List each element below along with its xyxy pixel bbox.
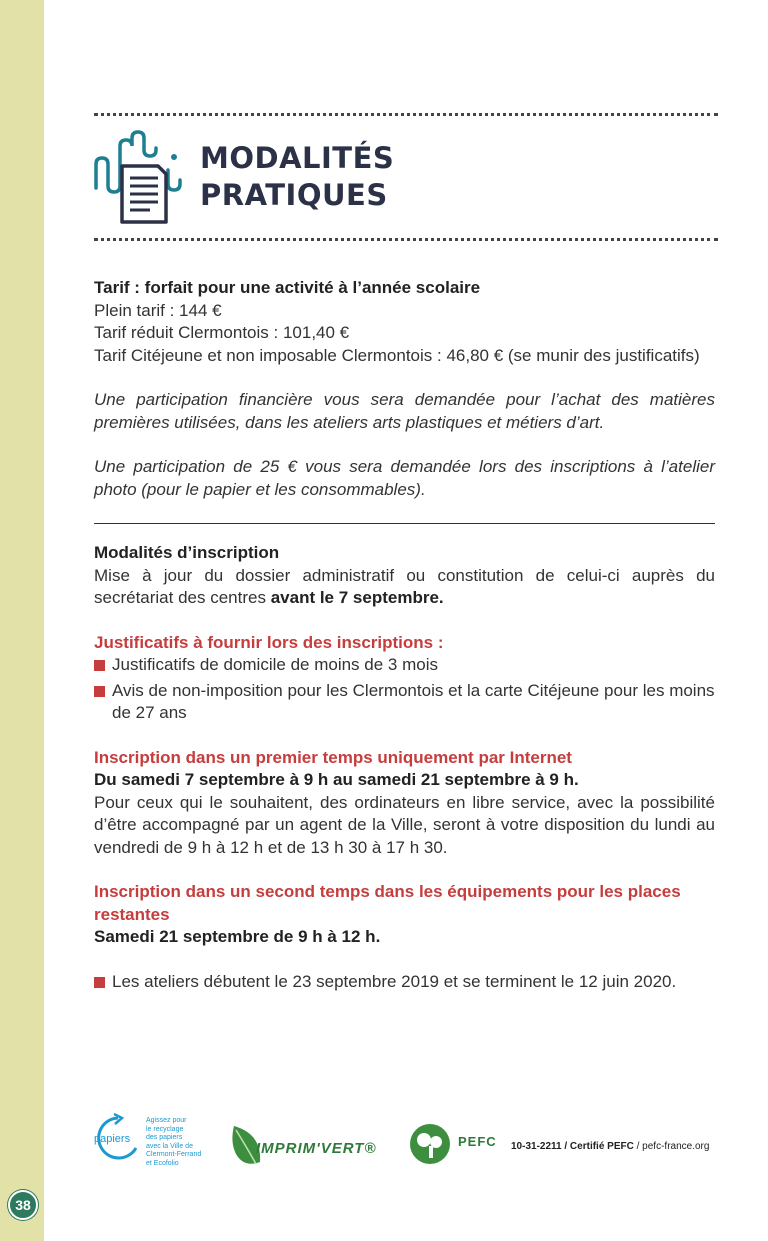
- document-icon: [92, 126, 187, 226]
- justificatifs-heading: Justificatifs à fournir lors des inscriptions :: [94, 632, 444, 652]
- bullet-square-icon: [94, 660, 105, 671]
- internet-text: Pour ceux qui le souhaitent, des ordinateurs en libre service, avec la possibilité d’être accompagné par un agent de la Ville, seront à votre disposition du lundi au vendredi de 9 h à 12 h et de 13 h 30 à 17 h 30.: [94, 792, 715, 857]
- imprimvert-logo: IMPRIM'VERT®: [256, 1140, 377, 1157]
- tarif-line: Tarif Citéjeune et non imposable Clermontois : 46,80 € (se munir des justificatifs): [94, 345, 700, 365]
- pefc-label: PEFC: [458, 1134, 497, 1149]
- note-photo: Une participation de 25 € vous sera demandée lors des inscriptions à l’atelier photo (pour le papier et les consommables).: [94, 457, 715, 499]
- inscription-heading: Modalités d’inscription: [94, 543, 280, 562]
- note-materials: Une participation financière vous sera demandée pour l’achat des matières premières utilisées, dans les ateliers arts plastiques et métiers d’art.: [94, 390, 715, 432]
- tarif-line: Tarif réduit Clermontois : 101,40 €: [94, 323, 350, 342]
- list-item: Avis de non-imposition pour les Clermontois et la carte Citéjeune pour les moins de 27 ans: [94, 680, 715, 725]
- tarif-heading: Tarif : forfait pour une activité à l’année scolaire: [94, 278, 481, 297]
- title-line-1: MODALITÉS: [200, 141, 395, 175]
- page-number: 38: [8, 1190, 38, 1220]
- content: [94, 277, 715, 993]
- bottom-dotted-divider: [94, 238, 718, 241]
- bullet-square-icon: [94, 686, 105, 697]
- top-dotted-divider: [94, 113, 718, 116]
- page-title: [200, 140, 394, 214]
- pefc-certification: 10-31-2211 / Certifié PEFC / pefc-france.org: [511, 1141, 710, 1152]
- second-dates: Samedi 21 septembre de 9 h à 12 h.: [94, 927, 381, 946]
- internet-dates: Du samedi 7 septembre à 9 h au samedi 21 septembre à 9 h.: [94, 770, 579, 789]
- papiers-recycling-logo: [90, 1112, 146, 1162]
- footer-logos: [90, 1112, 730, 1172]
- papiers-text: Agissez pour le recyclage des papiers avec la Ville de Clermont-Ferrand et Ecofolio: [146, 1117, 202, 1167]
- second-heading: Inscription dans un second temps dans les équipements pour les places restantes: [94, 882, 681, 924]
- side-band: [0, 0, 44, 1241]
- section-divider: [94, 523, 715, 524]
- title-line-2: PRATIQUES: [200, 178, 388, 212]
- bullet-square-icon: [94, 977, 105, 988]
- ateliers-dates: Les ateliers débutent le 23 septembre 2019 et se terminent le 12 juin 2020.: [94, 971, 715, 994]
- inscription-text: Mise à jour du dossier administratif ou constitution de celui-ci auprès du secrétariat des centres avant le 7 septembre.: [94, 565, 715, 607]
- tarif-line: Plein tarif : 144 €: [94, 300, 222, 320]
- papiers-word: papiers: [94, 1133, 131, 1145]
- internet-heading: Inscription dans un premier temps uniquement par Internet: [94, 747, 572, 767]
- pefc-tree-logo: [408, 1122, 454, 1166]
- list-item: Justificatifs de domicile de moins de 3 mois: [94, 654, 715, 677]
